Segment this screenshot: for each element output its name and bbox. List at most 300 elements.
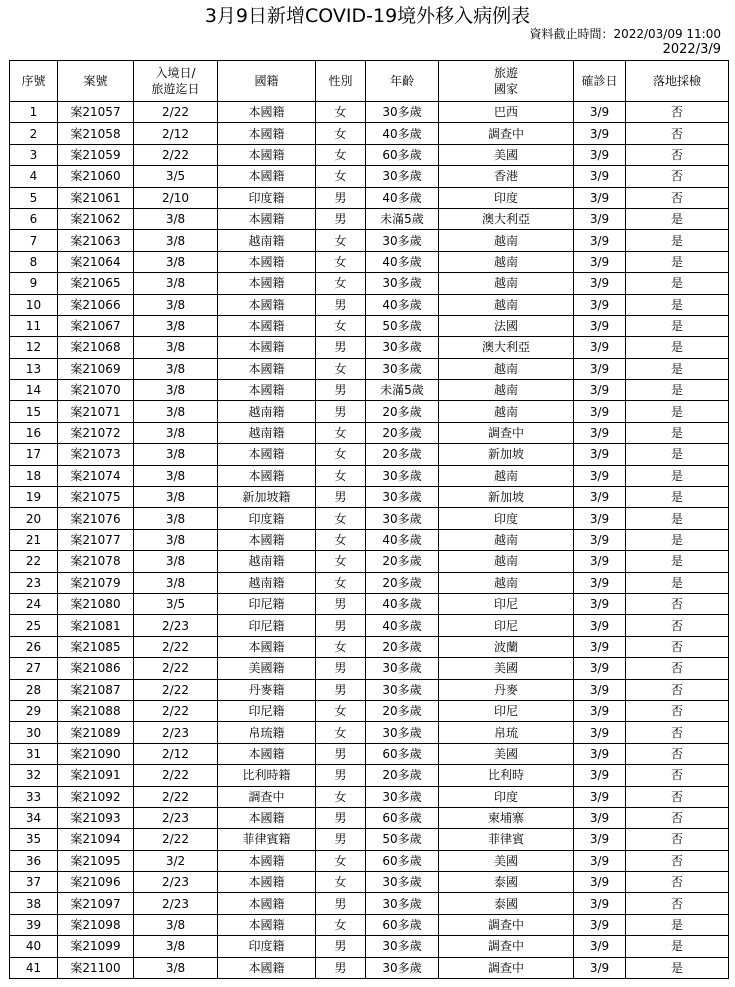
nationality-cell: 本國籍 bbox=[218, 337, 316, 358]
age-cell: 30多歲 bbox=[366, 508, 439, 529]
table-row bbox=[10, 807, 729, 828]
arrival-test-cell: 否 bbox=[626, 187, 729, 208]
case-no-cell: 案21062 bbox=[58, 208, 134, 229]
serial-cell: 33 bbox=[10, 786, 58, 807]
table-row bbox=[10, 658, 729, 679]
entry-date-cell: 2/23 bbox=[134, 615, 218, 636]
gender-cell: 男 bbox=[316, 401, 366, 422]
case-no-cell: 案21072 bbox=[58, 422, 134, 443]
table-row bbox=[10, 315, 729, 336]
table-row bbox=[10, 700, 729, 721]
confirm-date-cell: 3/9 bbox=[574, 401, 626, 422]
arrival-test-cell: 否 bbox=[626, 636, 729, 657]
serial-cell: 16 bbox=[10, 422, 58, 443]
confirm-date-cell: 3/9 bbox=[574, 166, 626, 187]
arrival-test-cell: 否 bbox=[626, 893, 729, 914]
arrival-test-cell: 否 bbox=[626, 615, 729, 636]
age-cell: 30多歲 bbox=[366, 358, 439, 379]
table-row bbox=[10, 123, 729, 144]
table-row bbox=[10, 914, 729, 935]
serial-cell: 13 bbox=[10, 358, 58, 379]
travel-country-cell: 美國 bbox=[439, 144, 574, 165]
case-no-cell: 案21088 bbox=[58, 700, 134, 721]
confirm-date-cell: 3/9 bbox=[574, 743, 626, 764]
entry-date-cell: 2/22 bbox=[134, 144, 218, 165]
case-no-cell: 案21079 bbox=[58, 572, 134, 593]
serial-cell: 9 bbox=[10, 273, 58, 294]
case-no-cell: 案21096 bbox=[58, 872, 134, 893]
table-row bbox=[10, 850, 729, 871]
confirm-date-cell: 3/9 bbox=[574, 572, 626, 593]
travel-country-cell: 越南 bbox=[439, 230, 574, 251]
serial-cell: 35 bbox=[10, 829, 58, 850]
case-no-cell: 案21066 bbox=[58, 294, 134, 315]
gender-cell: 女 bbox=[316, 166, 366, 187]
travel-country-cell: 調查中 bbox=[439, 936, 574, 957]
case-no-cell: 案21099 bbox=[58, 936, 134, 957]
arrival-test-cell: 否 bbox=[626, 102, 729, 123]
arrival-test-cell: 否 bbox=[626, 144, 729, 165]
serial-cell: 24 bbox=[10, 593, 58, 614]
nationality-cell: 本國籍 bbox=[218, 893, 316, 914]
entry-date-cell: 3/8 bbox=[134, 401, 218, 422]
confirm-date-cell: 3/9 bbox=[574, 102, 626, 123]
serial-cell: 10 bbox=[10, 294, 58, 315]
entry-date-cell: 2/22 bbox=[134, 765, 218, 786]
nationality-cell: 本國籍 bbox=[218, 636, 316, 657]
confirm-date-cell: 3/9 bbox=[574, 529, 626, 550]
confirm-date-cell: 3/9 bbox=[574, 807, 626, 828]
age-cell: 40多歲 bbox=[366, 294, 439, 315]
case-no-cell: 案21075 bbox=[58, 487, 134, 508]
table-row bbox=[10, 593, 729, 614]
arrival-test-cell: 是 bbox=[626, 422, 729, 443]
arrival-test-cell: 否 bbox=[626, 679, 729, 700]
age-cell: 30多歲 bbox=[366, 658, 439, 679]
travel-country-cell: 新加坡 bbox=[439, 487, 574, 508]
case-no-cell: 案21098 bbox=[58, 914, 134, 935]
arrival-test-cell: 否 bbox=[626, 765, 729, 786]
age-cell: 未滿5歲 bbox=[366, 380, 439, 401]
age-cell: 30多歲 bbox=[366, 936, 439, 957]
nationality-cell: 越南籍 bbox=[218, 422, 316, 443]
travel-country-cell: 越南 bbox=[439, 294, 574, 315]
table-row bbox=[10, 893, 729, 914]
case-no-cell: 案21065 bbox=[58, 273, 134, 294]
table-row bbox=[10, 786, 729, 807]
entry-date-cell: 2/23 bbox=[134, 893, 218, 914]
travel-country-cell: 澳大利亞 bbox=[439, 208, 574, 229]
travel-country-cell: 澳大利亞 bbox=[439, 337, 574, 358]
arrival-test-cell: 是 bbox=[626, 444, 729, 465]
gender-cell: 男 bbox=[316, 765, 366, 786]
table-row bbox=[10, 722, 729, 743]
serial-cell: 14 bbox=[10, 380, 58, 401]
confirm-date-cell: 3/9 bbox=[574, 508, 626, 529]
age-cell: 40多歲 bbox=[366, 529, 439, 550]
case-no-cell: 案21071 bbox=[58, 401, 134, 422]
entry-date-cell: 3/8 bbox=[134, 294, 218, 315]
age-cell: 30多歲 bbox=[366, 872, 439, 893]
confirm-date-cell: 3/9 bbox=[574, 722, 626, 743]
arrival-test-cell: 否 bbox=[626, 829, 729, 850]
entry-date-cell: 3/8 bbox=[134, 487, 218, 508]
travel-country-cell: 越南 bbox=[439, 251, 574, 272]
serial-cell: 39 bbox=[10, 914, 58, 935]
nationality-cell: 帛琉籍 bbox=[218, 722, 316, 743]
entry-date-cell: 3/5 bbox=[134, 593, 218, 614]
arrival-test-cell: 是 bbox=[626, 358, 729, 379]
confirm-date-cell: 3/9 bbox=[574, 957, 626, 978]
travel-country-cell: 菲律賓 bbox=[439, 829, 574, 850]
header-case-no: 案號 bbox=[58, 61, 134, 102]
age-cell: 20多歲 bbox=[366, 401, 439, 422]
travel-country-cell: 越南 bbox=[439, 572, 574, 593]
nationality-cell: 越南籍 bbox=[218, 551, 316, 572]
nationality-cell: 新加坡籍 bbox=[218, 487, 316, 508]
nationality-cell: 印度籍 bbox=[218, 187, 316, 208]
table-row bbox=[10, 294, 729, 315]
nationality-cell: 本國籍 bbox=[218, 166, 316, 187]
gender-cell: 女 bbox=[316, 444, 366, 465]
age-cell: 20多歲 bbox=[366, 422, 439, 443]
age-cell: 60多歲 bbox=[366, 850, 439, 871]
confirm-date-cell: 3/9 bbox=[574, 380, 626, 401]
arrival-test-cell: 否 bbox=[626, 807, 729, 828]
case-no-cell: 案21086 bbox=[58, 658, 134, 679]
table-row bbox=[10, 337, 729, 358]
entry-date-cell: 3/8 bbox=[134, 230, 218, 251]
gender-cell: 男 bbox=[316, 679, 366, 700]
table-row bbox=[10, 508, 729, 529]
nationality-cell: 越南籍 bbox=[218, 572, 316, 593]
gender-cell: 女 bbox=[316, 850, 366, 871]
age-cell: 60多歲 bbox=[366, 144, 439, 165]
nationality-cell: 本國籍 bbox=[218, 872, 316, 893]
case-no-cell: 案21060 bbox=[58, 166, 134, 187]
confirm-date-cell: 3/9 bbox=[574, 273, 626, 294]
age-cell: 40多歲 bbox=[366, 251, 439, 272]
case-no-cell: 案21067 bbox=[58, 315, 134, 336]
gender-cell: 男 bbox=[316, 893, 366, 914]
table-row bbox=[10, 487, 729, 508]
case-no-cell: 案21073 bbox=[58, 444, 134, 465]
travel-country-cell: 調查中 bbox=[439, 123, 574, 144]
table-row bbox=[10, 444, 729, 465]
gender-cell: 男 bbox=[316, 743, 366, 764]
confirm-date-cell: 3/9 bbox=[574, 337, 626, 358]
serial-cell: 11 bbox=[10, 315, 58, 336]
nationality-cell: 本國籍 bbox=[218, 251, 316, 272]
age-cell: 30多歲 bbox=[366, 893, 439, 914]
case-no-cell: 案21074 bbox=[58, 465, 134, 486]
serial-cell: 36 bbox=[10, 850, 58, 871]
entry-date-cell: 2/12 bbox=[134, 743, 218, 764]
age-cell: 30多歲 bbox=[366, 337, 439, 358]
gender-cell: 男 bbox=[316, 615, 366, 636]
gender-cell: 女 bbox=[316, 529, 366, 550]
gender-cell: 女 bbox=[316, 700, 366, 721]
entry-date-cell: 2/22 bbox=[134, 700, 218, 721]
gender-cell: 男 bbox=[316, 208, 366, 229]
serial-cell: 37 bbox=[10, 872, 58, 893]
serial-cell: 3 bbox=[10, 144, 58, 165]
entry-date-cell: 3/8 bbox=[134, 273, 218, 294]
serial-cell: 40 bbox=[10, 936, 58, 957]
nationality-cell: 本國籍 bbox=[218, 957, 316, 978]
nationality-cell: 印尼籍 bbox=[218, 593, 316, 614]
case-no-cell: 案21087 bbox=[58, 679, 134, 700]
nationality-cell: 本國籍 bbox=[218, 743, 316, 764]
entry-date-cell: 2/22 bbox=[134, 102, 218, 123]
nationality-cell: 本國籍 bbox=[218, 294, 316, 315]
age-cell: 未滿5歲 bbox=[366, 208, 439, 229]
serial-cell: 2 bbox=[10, 123, 58, 144]
table-row bbox=[10, 273, 729, 294]
age-cell: 20多歲 bbox=[366, 636, 439, 657]
entry-date-cell: 2/23 bbox=[134, 807, 218, 828]
confirm-date-cell: 3/9 bbox=[574, 658, 626, 679]
table-row bbox=[10, 743, 729, 764]
case-no-cell: 案21080 bbox=[58, 593, 134, 614]
confirm-date-cell: 3/9 bbox=[574, 551, 626, 572]
arrival-test-cell: 否 bbox=[626, 123, 729, 144]
confirm-date-cell: 3/9 bbox=[574, 786, 626, 807]
travel-country-cell: 調查中 bbox=[439, 914, 574, 935]
table-row bbox=[10, 380, 729, 401]
case-no-cell: 案21100 bbox=[58, 957, 134, 978]
header-gender: 性別 bbox=[316, 61, 366, 102]
age-cell: 20多歲 bbox=[366, 700, 439, 721]
table-row bbox=[10, 529, 729, 550]
case-no-cell: 案21061 bbox=[58, 187, 134, 208]
entry-date-cell: 2/12 bbox=[134, 123, 218, 144]
age-cell: 30多歲 bbox=[366, 957, 439, 978]
entry-date-cell: 2/22 bbox=[134, 658, 218, 679]
confirm-date-cell: 3/9 bbox=[574, 765, 626, 786]
header-age: 年齡 bbox=[366, 61, 439, 102]
confirm-date-cell: 3/9 bbox=[574, 615, 626, 636]
nationality-cell: 調查中 bbox=[218, 786, 316, 807]
entry-date-cell: 2/22 bbox=[134, 786, 218, 807]
header-confirm-date: 確診日 bbox=[574, 61, 626, 102]
arrival-test-cell: 否 bbox=[626, 166, 729, 187]
table-row bbox=[10, 957, 729, 978]
serial-cell: 19 bbox=[10, 487, 58, 508]
gender-cell: 男 bbox=[316, 807, 366, 828]
case-no-cell: 案21095 bbox=[58, 850, 134, 871]
travel-country-cell: 柬埔寨 bbox=[439, 807, 574, 828]
serial-cell: 8 bbox=[10, 251, 58, 272]
travel-country-cell: 越南 bbox=[439, 465, 574, 486]
header-nationality: 國籍 bbox=[218, 61, 316, 102]
serial-cell: 31 bbox=[10, 743, 58, 764]
table-header-row bbox=[10, 61, 729, 102]
confirm-date-cell: 3/9 bbox=[574, 358, 626, 379]
confirm-date-cell: 3/9 bbox=[574, 422, 626, 443]
gender-cell: 女 bbox=[316, 872, 366, 893]
confirm-date-cell: 3/9 bbox=[574, 315, 626, 336]
confirm-date-cell: 3/9 bbox=[574, 465, 626, 486]
entry-date-cell: 2/22 bbox=[134, 636, 218, 657]
case-no-cell: 案21091 bbox=[58, 765, 134, 786]
confirm-date-cell: 3/9 bbox=[574, 123, 626, 144]
gender-cell: 男 bbox=[316, 936, 366, 957]
table-row bbox=[10, 166, 729, 187]
table-row bbox=[10, 872, 729, 893]
nationality-cell: 本國籍 bbox=[218, 807, 316, 828]
serial-cell: 38 bbox=[10, 893, 58, 914]
gender-cell: 女 bbox=[316, 636, 366, 657]
gender-cell: 女 bbox=[316, 123, 366, 144]
travel-country-cell: 越南 bbox=[439, 273, 574, 294]
table-row bbox=[10, 636, 729, 657]
nationality-cell: 本國籍 bbox=[218, 914, 316, 935]
confirm-date-cell: 3/9 bbox=[574, 593, 626, 614]
confirm-date-cell: 3/9 bbox=[574, 936, 626, 957]
nationality-cell: 比利時籍 bbox=[218, 765, 316, 786]
arrival-test-cell: 是 bbox=[626, 572, 729, 593]
age-cell: 60多歲 bbox=[366, 807, 439, 828]
gender-cell: 女 bbox=[316, 465, 366, 486]
serial-cell: 22 bbox=[10, 551, 58, 572]
serial-cell: 30 bbox=[10, 722, 58, 743]
case-no-cell: 案21069 bbox=[58, 358, 134, 379]
case-no-cell: 案21057 bbox=[58, 102, 134, 123]
gender-cell: 男 bbox=[316, 337, 366, 358]
arrival-test-cell: 否 bbox=[626, 700, 729, 721]
age-cell: 20多歲 bbox=[366, 765, 439, 786]
travel-country-cell: 越南 bbox=[439, 380, 574, 401]
gender-cell: 女 bbox=[316, 786, 366, 807]
age-cell: 30多歲 bbox=[366, 166, 439, 187]
confirm-date-cell: 3/9 bbox=[574, 850, 626, 871]
arrival-test-cell: 否 bbox=[626, 872, 729, 893]
table-row bbox=[10, 936, 729, 957]
gender-cell: 男 bbox=[316, 187, 366, 208]
travel-country-cell: 泰國 bbox=[439, 893, 574, 914]
gender-cell: 女 bbox=[316, 551, 366, 572]
age-cell: 40多歲 bbox=[366, 593, 439, 614]
nationality-cell: 菲律賓籍 bbox=[218, 829, 316, 850]
nationality-cell: 本國籍 bbox=[218, 465, 316, 486]
arrival-test-cell: 是 bbox=[626, 957, 729, 978]
serial-cell: 23 bbox=[10, 572, 58, 593]
travel-country-cell: 泰國 bbox=[439, 872, 574, 893]
arrival-test-cell: 是 bbox=[626, 273, 729, 294]
table-row bbox=[10, 829, 729, 850]
travel-country-cell: 越南 bbox=[439, 401, 574, 422]
travel-country-cell: 印尼 bbox=[439, 700, 574, 721]
entry-date-cell: 3/8 bbox=[134, 358, 218, 379]
travel-country-cell: 印尼 bbox=[439, 615, 574, 636]
entry-date-cell: 3/8 bbox=[134, 572, 218, 593]
age-cell: 20多歲 bbox=[366, 572, 439, 593]
entry-date-cell: 3/8 bbox=[134, 444, 218, 465]
travel-country-cell: 美國 bbox=[439, 850, 574, 871]
entry-date-cell: 3/8 bbox=[134, 914, 218, 935]
travel-country-cell: 法國 bbox=[439, 315, 574, 336]
nationality-cell: 印尼籍 bbox=[218, 700, 316, 721]
travel-country-cell: 巴西 bbox=[439, 102, 574, 123]
age-cell: 30多歲 bbox=[366, 722, 439, 743]
confirm-date-cell: 3/9 bbox=[574, 187, 626, 208]
gender-cell: 女 bbox=[316, 102, 366, 123]
entry-date-cell: 3/8 bbox=[134, 529, 218, 550]
age-cell: 20多歲 bbox=[366, 444, 439, 465]
age-cell: 50多歲 bbox=[366, 829, 439, 850]
serial-cell: 32 bbox=[10, 765, 58, 786]
nationality-cell: 越南籍 bbox=[218, 230, 316, 251]
table-row bbox=[10, 251, 729, 272]
confirm-date-cell: 3/9 bbox=[574, 444, 626, 465]
arrival-test-cell: 是 bbox=[626, 337, 729, 358]
entry-date-cell: 3/8 bbox=[134, 957, 218, 978]
case-no-cell: 案21090 bbox=[58, 743, 134, 764]
age-cell: 60多歲 bbox=[366, 743, 439, 764]
data-cutoff-time: 資料截止時間：2022/03/09 11:00 bbox=[529, 27, 721, 41]
entry-date-cell: 3/5 bbox=[134, 166, 218, 187]
arrival-test-cell: 否 bbox=[626, 722, 729, 743]
nationality-cell: 印度籍 bbox=[218, 936, 316, 957]
travel-country-cell: 印度 bbox=[439, 187, 574, 208]
case-no-cell: 案21081 bbox=[58, 615, 134, 636]
table-row bbox=[10, 208, 729, 229]
nationality-cell: 美國籍 bbox=[218, 658, 316, 679]
travel-country-cell: 比利時 bbox=[439, 765, 574, 786]
entry-date-cell: 3/8 bbox=[134, 551, 218, 572]
table-row bbox=[10, 102, 729, 123]
arrival-test-cell: 否 bbox=[626, 658, 729, 679]
gender-cell: 女 bbox=[316, 722, 366, 743]
gender-cell: 女 bbox=[316, 230, 366, 251]
serial-cell: 41 bbox=[10, 957, 58, 978]
gender-cell: 男 bbox=[316, 380, 366, 401]
header-arrival-test: 落地採檢 bbox=[626, 61, 729, 102]
travel-country-cell: 調查中 bbox=[439, 422, 574, 443]
serial-cell: 29 bbox=[10, 700, 58, 721]
table-row bbox=[10, 187, 729, 208]
nationality-cell: 本國籍 bbox=[218, 102, 316, 123]
serial-cell: 12 bbox=[10, 337, 58, 358]
entry-date-cell: 2/22 bbox=[134, 679, 218, 700]
age-cell: 30多歲 bbox=[366, 679, 439, 700]
travel-country-cell: 印度 bbox=[439, 786, 574, 807]
gender-cell: 男 bbox=[316, 957, 366, 978]
confirm-date-cell: 3/9 bbox=[574, 679, 626, 700]
serial-cell: 15 bbox=[10, 401, 58, 422]
case-no-cell: 案21094 bbox=[58, 829, 134, 850]
case-no-cell: 案21058 bbox=[58, 123, 134, 144]
entry-date-cell: 3/8 bbox=[134, 380, 218, 401]
serial-cell: 26 bbox=[10, 636, 58, 657]
confirm-date-cell: 3/9 bbox=[574, 636, 626, 657]
nationality-cell: 本國籍 bbox=[218, 144, 316, 165]
nationality-cell: 本國籍 bbox=[218, 850, 316, 871]
gender-cell: 女 bbox=[316, 273, 366, 294]
serial-cell: 5 bbox=[10, 187, 58, 208]
entry-date-cell: 3/8 bbox=[134, 422, 218, 443]
age-cell: 50多歲 bbox=[366, 315, 439, 336]
travel-country-cell: 越南 bbox=[439, 551, 574, 572]
age-cell: 30多歲 bbox=[366, 786, 439, 807]
arrival-test-cell: 是 bbox=[626, 465, 729, 486]
gender-cell: 女 bbox=[316, 572, 366, 593]
travel-country-cell: 香港 bbox=[439, 166, 574, 187]
case-no-cell: 案21077 bbox=[58, 529, 134, 550]
gender-cell: 男 bbox=[316, 487, 366, 508]
gender-cell: 女 bbox=[316, 422, 366, 443]
